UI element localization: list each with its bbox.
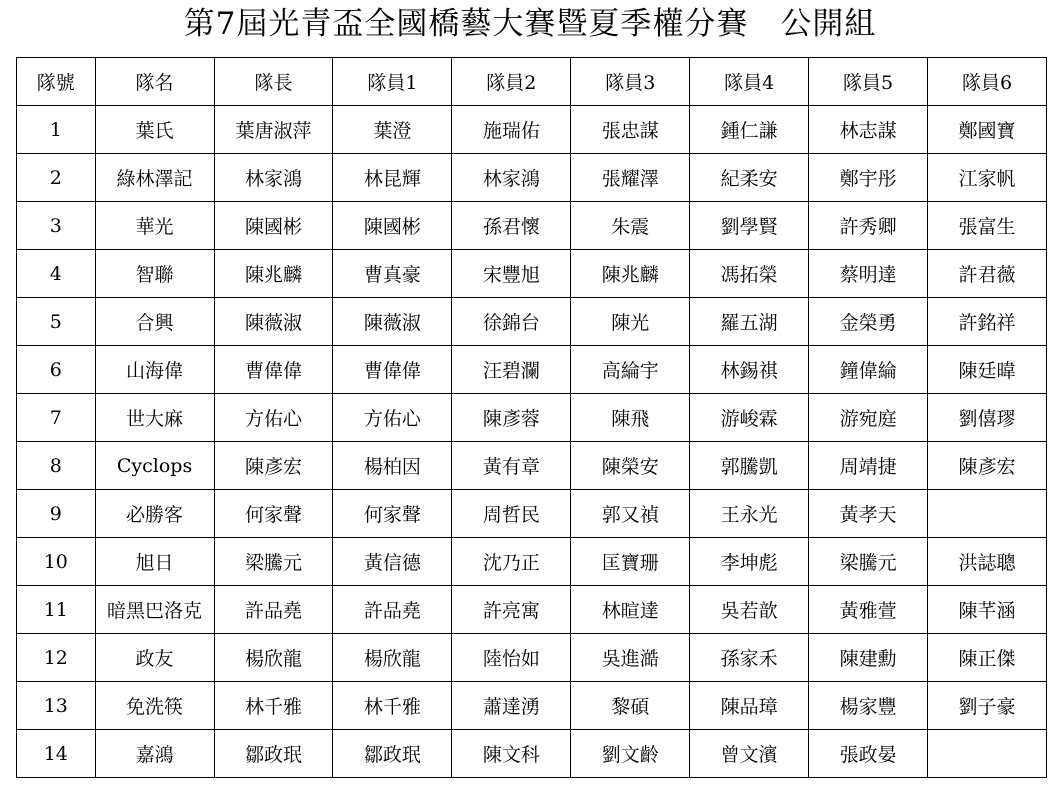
team-number-cell: 10 xyxy=(17,538,96,586)
member-4-cell: 李坤彪 xyxy=(690,538,809,586)
captain-cell: 林家鴻 xyxy=(214,154,333,202)
team-name-cell: Cyclops xyxy=(95,442,214,490)
member-1-cell: 陳國彬 xyxy=(333,202,452,250)
header-member-5: 隊員5 xyxy=(809,58,928,106)
member-2-cell: 沈乃正 xyxy=(452,538,571,586)
member-4-cell: 羅五湖 xyxy=(690,298,809,346)
member-4-cell: 馮拓榮 xyxy=(690,250,809,298)
member-4-cell: 吳若歆 xyxy=(690,586,809,634)
member-1-cell: 許品堯 xyxy=(333,586,452,634)
member-2-cell: 黃有章 xyxy=(452,442,571,490)
member-2-cell: 周哲民 xyxy=(452,490,571,538)
member-6-cell: 劉僖璆 xyxy=(928,394,1047,442)
member-4-cell: 劉學賢 xyxy=(690,202,809,250)
member-3-cell: 陳兆麟 xyxy=(571,250,690,298)
captain-cell: 許品堯 xyxy=(214,586,333,634)
member-2-cell: 蕭達湧 xyxy=(452,682,571,730)
table-body xyxy=(17,106,1047,778)
captain-cell: 方佑心 xyxy=(214,394,333,442)
member-3-cell: 陳飛 xyxy=(571,394,690,442)
member-5-cell: 蔡明達 xyxy=(809,250,928,298)
table-row xyxy=(17,394,1047,442)
member-1-cell: 曹真豪 xyxy=(333,250,452,298)
captain-cell: 楊欣龍 xyxy=(214,634,333,682)
table-row xyxy=(17,634,1047,682)
member-3-cell: 陳榮安 xyxy=(571,442,690,490)
captain-cell: 何家聲 xyxy=(214,490,333,538)
table-row xyxy=(17,202,1047,250)
member-2-cell: 徐錦台 xyxy=(452,298,571,346)
member-3-cell: 劉文齡 xyxy=(571,730,690,778)
captain-cell: 梁騰元 xyxy=(214,538,333,586)
member-1-cell: 鄒政珉 xyxy=(333,730,452,778)
captain-cell: 陳彥宏 xyxy=(214,442,333,490)
member-3-cell: 朱震 xyxy=(571,202,690,250)
team-number-cell: 11 xyxy=(17,586,96,634)
member-1-cell: 何家聲 xyxy=(333,490,452,538)
member-2-cell: 汪碧瀾 xyxy=(452,346,571,394)
member-6-cell: 陳廷暐 xyxy=(928,346,1047,394)
member-3-cell: 張忠謀 xyxy=(571,106,690,154)
member-1-cell: 林昆輝 xyxy=(333,154,452,202)
header-member-6: 隊員6 xyxy=(928,58,1047,106)
team-number-cell: 13 xyxy=(17,682,96,730)
member-6-cell xyxy=(928,490,1047,538)
member-2-cell: 陸怡如 xyxy=(452,634,571,682)
member-3-cell: 黎碩 xyxy=(571,682,690,730)
member-3-cell: 張耀澤 xyxy=(571,154,690,202)
member-4-cell: 鍾仁謙 xyxy=(690,106,809,154)
member-1-cell: 林千雅 xyxy=(333,682,452,730)
member-6-cell: 洪誌聰 xyxy=(928,538,1047,586)
team-name-cell: 世大麻 xyxy=(95,394,214,442)
page-title: 第7屆光青盃全國橋藝大賽暨夏季權分賽 公開組 xyxy=(183,6,877,42)
table-row xyxy=(17,106,1047,154)
member-6-cell xyxy=(928,730,1047,778)
member-5-cell: 陳建勳 xyxy=(809,634,928,682)
table-row xyxy=(17,682,1047,730)
member-6-cell: 陳彥宏 xyxy=(928,442,1047,490)
table-row xyxy=(17,586,1047,634)
member-5-cell: 金榮勇 xyxy=(809,298,928,346)
member-6-cell: 張富生 xyxy=(928,202,1047,250)
team-number-cell: 6 xyxy=(17,346,96,394)
team-name-cell: 華光 xyxy=(95,202,214,250)
team-number-cell: 14 xyxy=(17,730,96,778)
member-4-cell: 郭騰凱 xyxy=(690,442,809,490)
team-number-cell: 4 xyxy=(17,250,96,298)
team-name-cell: 葉氏 xyxy=(95,106,214,154)
header-member-3: 隊員3 xyxy=(571,58,690,106)
member-4-cell: 林錫祺 xyxy=(690,346,809,394)
member-5-cell: 黃雅萱 xyxy=(809,586,928,634)
member-3-cell: 吳進澔 xyxy=(571,634,690,682)
team-name-cell: 政友 xyxy=(95,634,214,682)
member-5-cell: 張政晏 xyxy=(809,730,928,778)
captain-cell: 鄒政珉 xyxy=(214,730,333,778)
team-number-cell: 8 xyxy=(17,442,96,490)
table-row xyxy=(17,250,1047,298)
table-row xyxy=(17,298,1047,346)
header-member-4: 隊員4 xyxy=(690,58,809,106)
team-name-cell: 合興 xyxy=(95,298,214,346)
member-6-cell: 陳正傑 xyxy=(928,634,1047,682)
member-5-cell: 林志謀 xyxy=(809,106,928,154)
member-5-cell: 黃孝天 xyxy=(809,490,928,538)
member-4-cell: 游峻霖 xyxy=(690,394,809,442)
member-3-cell: 匡寶珊 xyxy=(571,538,690,586)
member-3-cell: 陳光 xyxy=(571,298,690,346)
member-1-cell: 楊欣龍 xyxy=(333,634,452,682)
member-5-cell: 梁騰元 xyxy=(809,538,928,586)
member-4-cell: 紀柔安 xyxy=(690,154,809,202)
team-name-cell: 免洗筷 xyxy=(95,682,214,730)
team-name-cell: 綠林澤記 xyxy=(95,154,214,202)
member-4-cell: 王永光 xyxy=(690,490,809,538)
member-5-cell: 楊家豐 xyxy=(809,682,928,730)
header-captain: 隊長 xyxy=(214,58,333,106)
team-name-cell: 嘉鴻 xyxy=(95,730,214,778)
table-row xyxy=(17,442,1047,490)
captain-cell: 葉唐淑萍 xyxy=(214,106,333,154)
header-team-number: 隊號 xyxy=(17,58,96,106)
member-5-cell: 周靖捷 xyxy=(809,442,928,490)
table-row xyxy=(17,490,1047,538)
member-2-cell: 施瑞佑 xyxy=(452,106,571,154)
member-4-cell: 曾文濱 xyxy=(690,730,809,778)
member-2-cell: 許亮寓 xyxy=(452,586,571,634)
member-3-cell: 高綸宇 xyxy=(571,346,690,394)
member-2-cell: 宋豐旭 xyxy=(452,250,571,298)
header-team-name: 隊名 xyxy=(95,58,214,106)
team-number-cell: 9 xyxy=(17,490,96,538)
captain-cell: 陳薇淑 xyxy=(214,298,333,346)
captain-cell: 林千雅 xyxy=(214,682,333,730)
member-6-cell: 江家帆 xyxy=(928,154,1047,202)
header-member-1: 隊員1 xyxy=(333,58,452,106)
member-5-cell: 鐘偉綸 xyxy=(809,346,928,394)
member-2-cell: 陳文科 xyxy=(452,730,571,778)
member-5-cell: 鄭宇彤 xyxy=(809,154,928,202)
captain-cell: 陳國彬 xyxy=(214,202,333,250)
member-5-cell: 游宛庭 xyxy=(809,394,928,442)
captain-cell: 曹偉偉 xyxy=(214,346,333,394)
team-name-cell: 智聯 xyxy=(95,250,214,298)
team-name-cell: 必勝客 xyxy=(95,490,214,538)
team-number-cell: 7 xyxy=(17,394,96,442)
captain-cell: 陳兆麟 xyxy=(214,250,333,298)
member-1-cell: 方佑心 xyxy=(333,394,452,442)
member-5-cell: 許秀卿 xyxy=(809,202,928,250)
table-row xyxy=(17,154,1047,202)
member-1-cell: 葉澄 xyxy=(333,106,452,154)
member-6-cell: 許銘祥 xyxy=(928,298,1047,346)
table-row xyxy=(17,346,1047,394)
member-6-cell: 劉子豪 xyxy=(928,682,1047,730)
team-number-cell: 1 xyxy=(17,106,96,154)
member-4-cell: 孫家禾 xyxy=(690,634,809,682)
team-number-cell: 12 xyxy=(17,634,96,682)
member-6-cell: 許君薇 xyxy=(928,250,1047,298)
header-member-2: 隊員2 xyxy=(452,58,571,106)
member-3-cell: 郭又禎 xyxy=(571,490,690,538)
team-roster-table xyxy=(16,57,1047,778)
team-number-cell: 5 xyxy=(17,298,96,346)
table-header-row xyxy=(17,58,1047,106)
member-6-cell: 陳芊涵 xyxy=(928,586,1047,634)
table-row xyxy=(17,730,1047,778)
member-1-cell: 陳薇淑 xyxy=(333,298,452,346)
member-1-cell: 曹偉偉 xyxy=(333,346,452,394)
member-1-cell: 黃信德 xyxy=(333,538,452,586)
member-3-cell: 林暄達 xyxy=(571,586,690,634)
team-name-cell: 山海偉 xyxy=(95,346,214,394)
team-name-cell: 暗黑巴洛克 xyxy=(95,586,214,634)
team-name-cell: 旭日 xyxy=(95,538,214,586)
member-2-cell: 孫君懷 xyxy=(452,202,571,250)
member-2-cell: 林家鴻 xyxy=(452,154,571,202)
team-number-cell: 3 xyxy=(17,202,96,250)
table-row xyxy=(17,538,1047,586)
team-number-cell: 2 xyxy=(17,154,96,202)
member-4-cell: 陳品璋 xyxy=(690,682,809,730)
member-1-cell: 楊柏因 xyxy=(333,442,452,490)
member-2-cell: 陳彥蓉 xyxy=(452,394,571,442)
member-6-cell: 鄭國寶 xyxy=(928,106,1047,154)
